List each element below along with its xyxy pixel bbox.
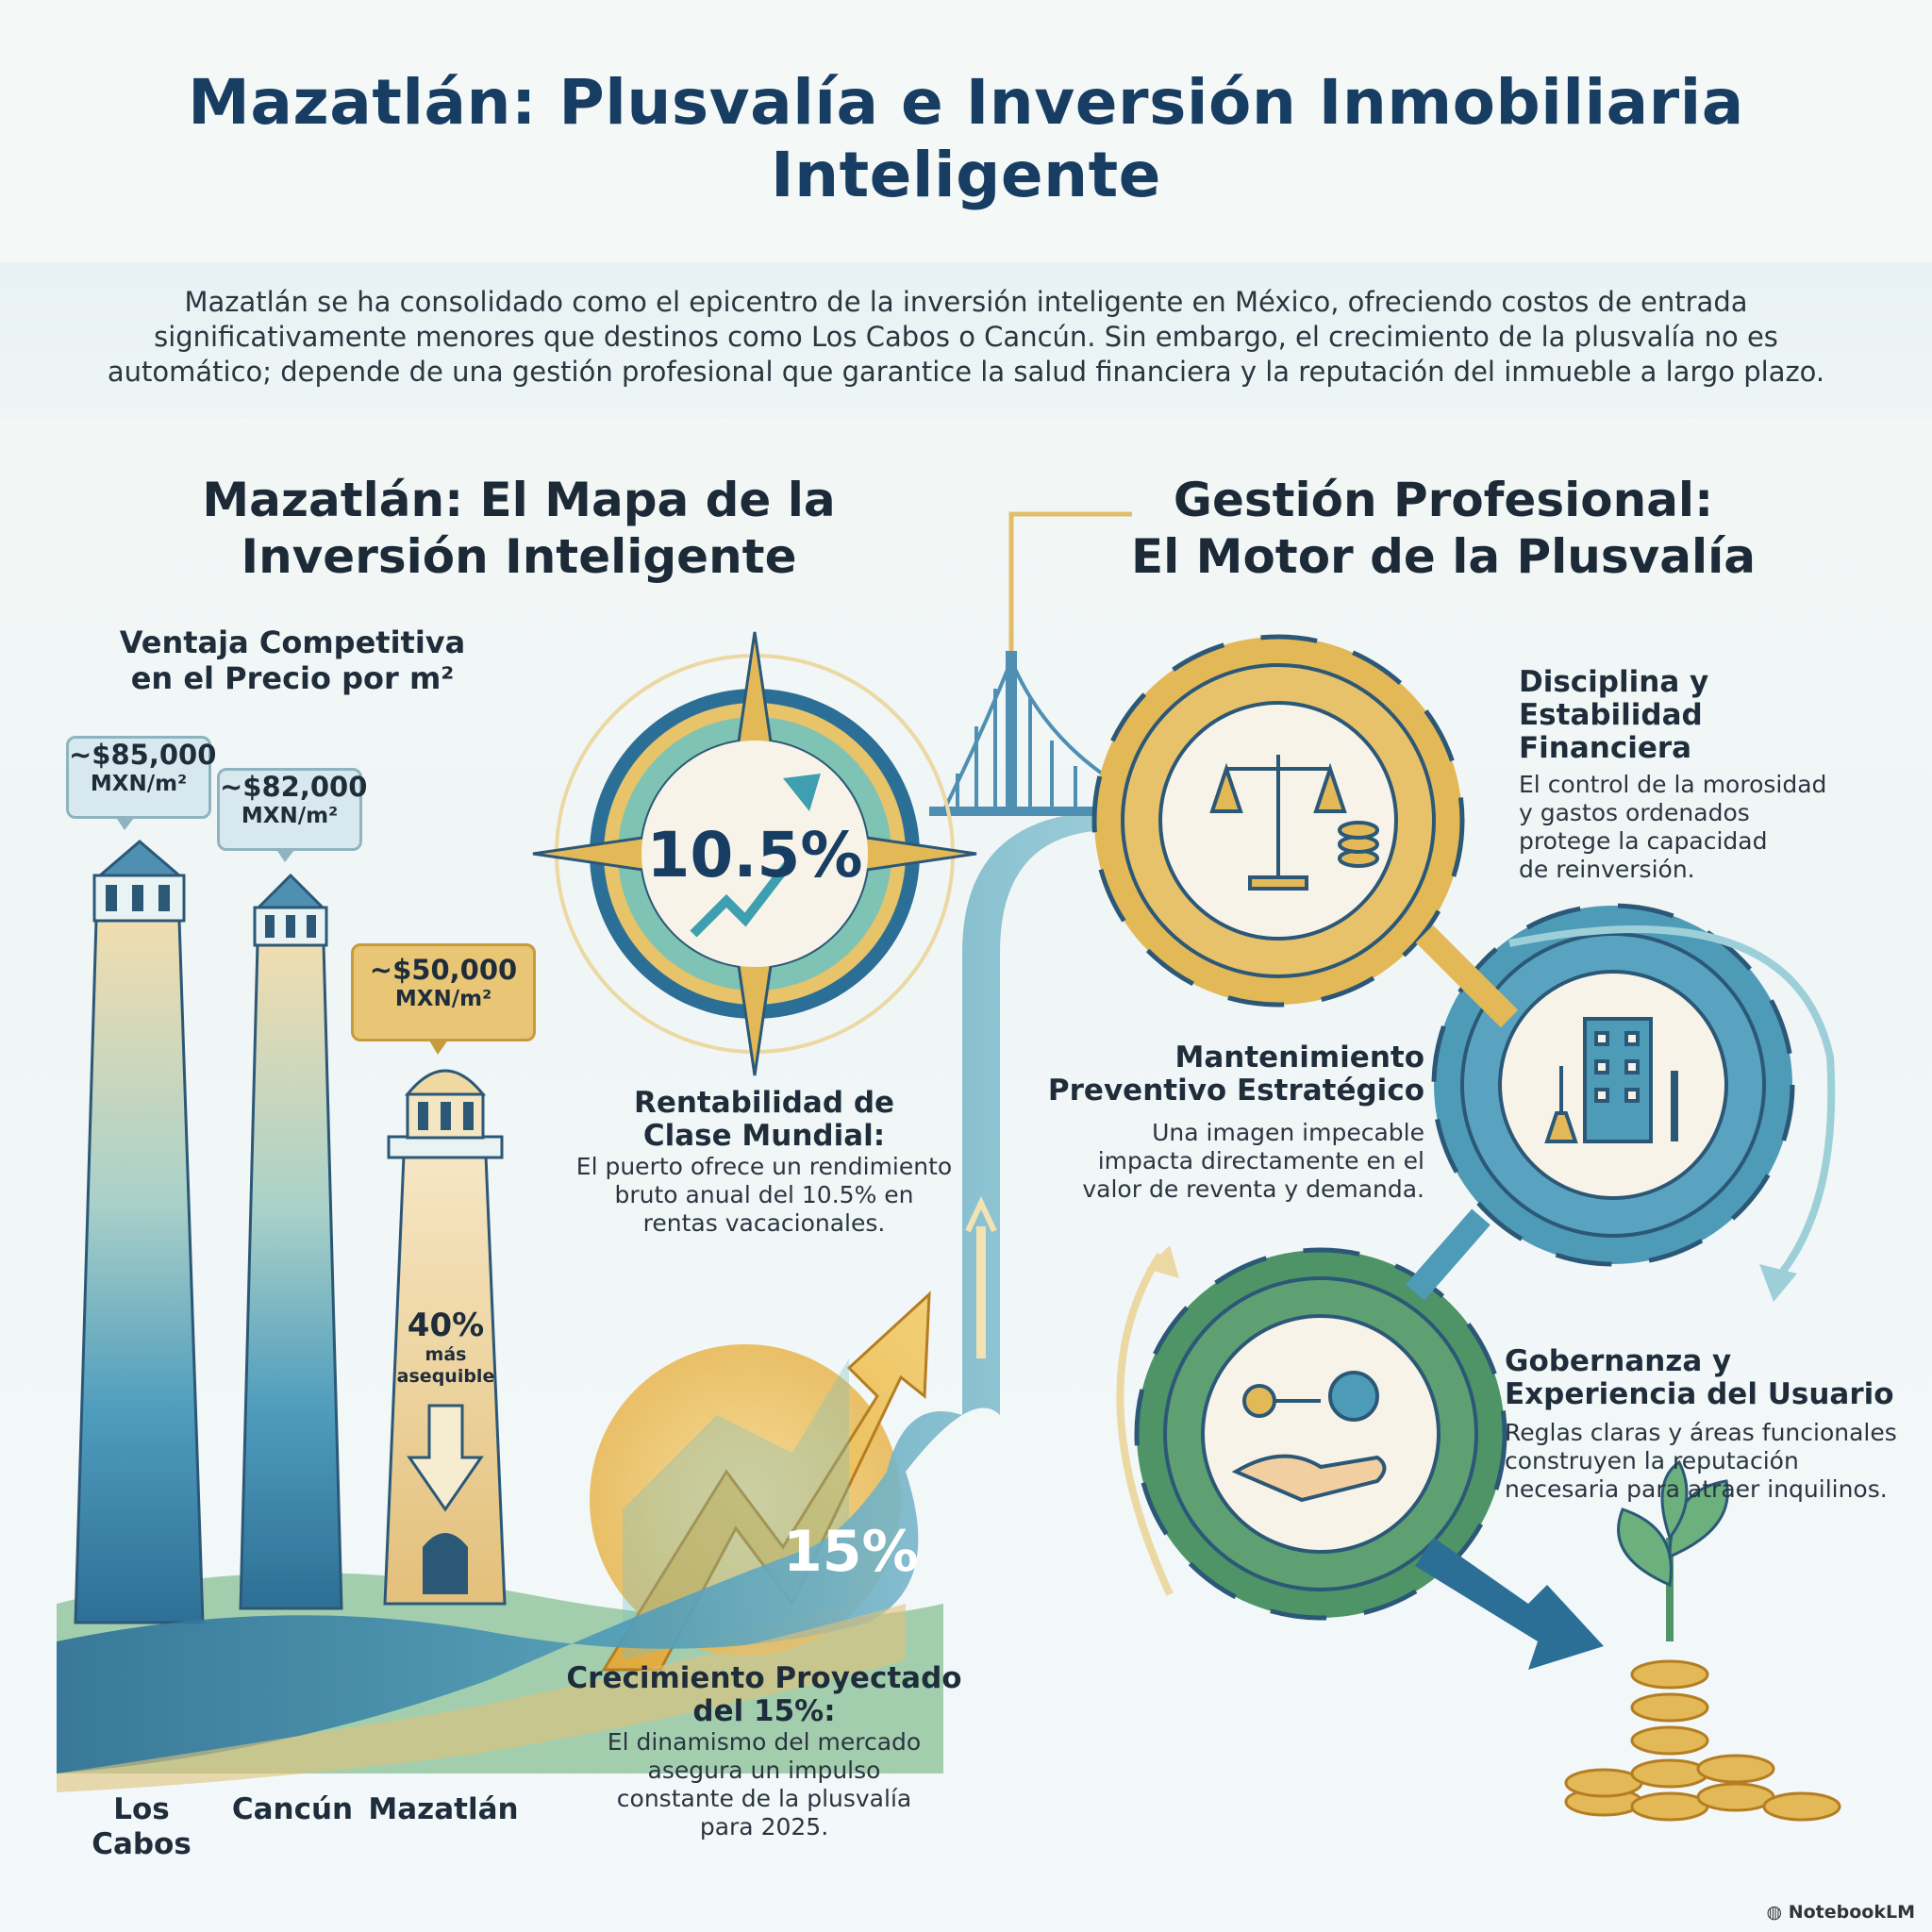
yield-block (557, 1087, 972, 1238)
discount-line1: más (425, 1344, 467, 1365)
discount-label (382, 1307, 509, 1388)
yield-value: 10.5% (646, 819, 863, 891)
governance-text-line1: Reglas claras y áreas funcionales (1505, 1419, 1897, 1446)
finance-text-line1: El control de la morosidad (1519, 771, 1827, 798)
price-title-line1: Ventaja Competitiva (119, 625, 466, 660)
left-section-title (142, 472, 896, 585)
maintenance-text-line3: valor de reventa y demanda. (1082, 1175, 1424, 1203)
intro-text: Mazatlán se ha consolidado como el epicentro de la inversión inteligente en México, ofreciendo costos de entrada significativamente menores que destinos como Los Cabos o Cancún. Sin embargo, el crecimiento de la plusvalía no es automático; depende de una gestión profesional que garantice la salud financiera y la reputación del inmueble a largo plazo. (107, 286, 1825, 388)
growth-title-line2: del 15%: (692, 1694, 836, 1728)
finance-text-line4: de reinversión. (1519, 856, 1695, 883)
yield-text-line3: rentas vacacionales. (642, 1209, 886, 1237)
price-title-line2: en el Precio por m² (130, 660, 455, 696)
yield-text-line2: bruto anual del 10.5% en (614, 1181, 914, 1208)
growth-block (557, 1662, 972, 1841)
growth-value: 15% (783, 1519, 919, 1585)
los-cabos-tower (75, 841, 203, 1623)
growth-text-line3: constante de la plusvalía (616, 1785, 912, 1812)
finance-block (1519, 666, 1915, 884)
mazatlan-price-callout (351, 943, 536, 1041)
los-cabos-price-callout (66, 736, 217, 819)
cancun-price-callout (217, 768, 368, 851)
right-title-line2: El Motor de la Plusvalía (1130, 529, 1756, 584)
growth-text-line1: El dinamismo del mercado (607, 1728, 922, 1756)
los-cabos-price-unit: MXN/m² (90, 772, 188, 796)
growth-text-line4: para 2025. (699, 1813, 829, 1840)
left-title-line1: Mazatlán: El Mapa de la (202, 473, 836, 527)
right-title-line1: Gestión Profesional: (1173, 473, 1714, 527)
discount-value: 40% (407, 1307, 485, 1344)
yield-title-line1: Rentabilidad de (633, 1086, 895, 1120)
yield-title-line2: Clase Mundial: (642, 1119, 886, 1153)
right-section-title (1094, 472, 1792, 585)
gear-maintenance (1434, 906, 1792, 1264)
growth-title-line1: Crecimiento Proyectado (566, 1661, 962, 1695)
maintenance-text-line2: impacta directamente en el (1097, 1147, 1424, 1174)
gear-finance (1094, 637, 1462, 1005)
governance-title-line1: Gobernanza y (1505, 1344, 1732, 1378)
finance-title-line2: Estabilidad (1519, 698, 1703, 732)
city-label-mazatlan: Mazatlán (368, 1792, 519, 1826)
finance-title-line1: Disciplina y (1519, 665, 1709, 699)
cancun-price-unit: MXN/m² (241, 804, 339, 828)
price-advantage-title (94, 625, 491, 696)
finance-text-line2: y gastos ordenados (1519, 799, 1750, 826)
governance-block (1505, 1345, 1920, 1504)
mazatlan-price: ~$50,000 (369, 954, 518, 986)
brand-label: NotebookLM (1788, 1902, 1915, 1923)
city-los-cabos-line1: Los (113, 1792, 170, 1826)
cancun-price: ~$82,000 (220, 771, 368, 803)
city-los-cabos-line2: Cabos (92, 1827, 192, 1861)
maintenance-title-line1: Mantenimiento (1174, 1041, 1424, 1074)
maintenance-block (1019, 1041, 1424, 1204)
discount-line2: asequible (396, 1366, 495, 1387)
finance-title-line3: Financiera (1519, 731, 1692, 765)
plant-coins-icon (1566, 1462, 1840, 1820)
notebooklm-watermark (1767, 1902, 1915, 1923)
city-label-los-cabos (66, 1792, 217, 1862)
maintenance-text-line1: Una imagen impecable (1152, 1119, 1424, 1146)
finance-text-line3: protege la capacidad (1519, 827, 1768, 855)
maintenance-title-line2: Preventivo Estratégico (1047, 1074, 1424, 1108)
cancun-tower (241, 875, 341, 1608)
los-cabos-price: ~$85,000 (69, 739, 217, 771)
city-label-cancun: Cancún (231, 1792, 354, 1826)
governance-text-line2: construyen la reputación (1505, 1447, 1799, 1474)
mazatlan-price-unit: MXN/m² (394, 987, 492, 1011)
governance-title-line2: Experiencia del Usuario (1505, 1377, 1894, 1411)
growth-text-line2: asegura un impulso (647, 1757, 881, 1784)
governance-text-line3: necesaria para atraer inquilinos. (1505, 1475, 1888, 1503)
brand-icon: ◍ (1766, 1902, 1789, 1923)
left-title-line2: Inversión Inteligente (241, 529, 797, 584)
yield-text-line1: El puerto ofrece un rendimiento (575, 1153, 953, 1180)
page-title: Mazatlán: Plusvalía e Inversión Inmobiliaria Inteligente (188, 66, 1744, 211)
ocean-wave (57, 811, 1189, 1774)
